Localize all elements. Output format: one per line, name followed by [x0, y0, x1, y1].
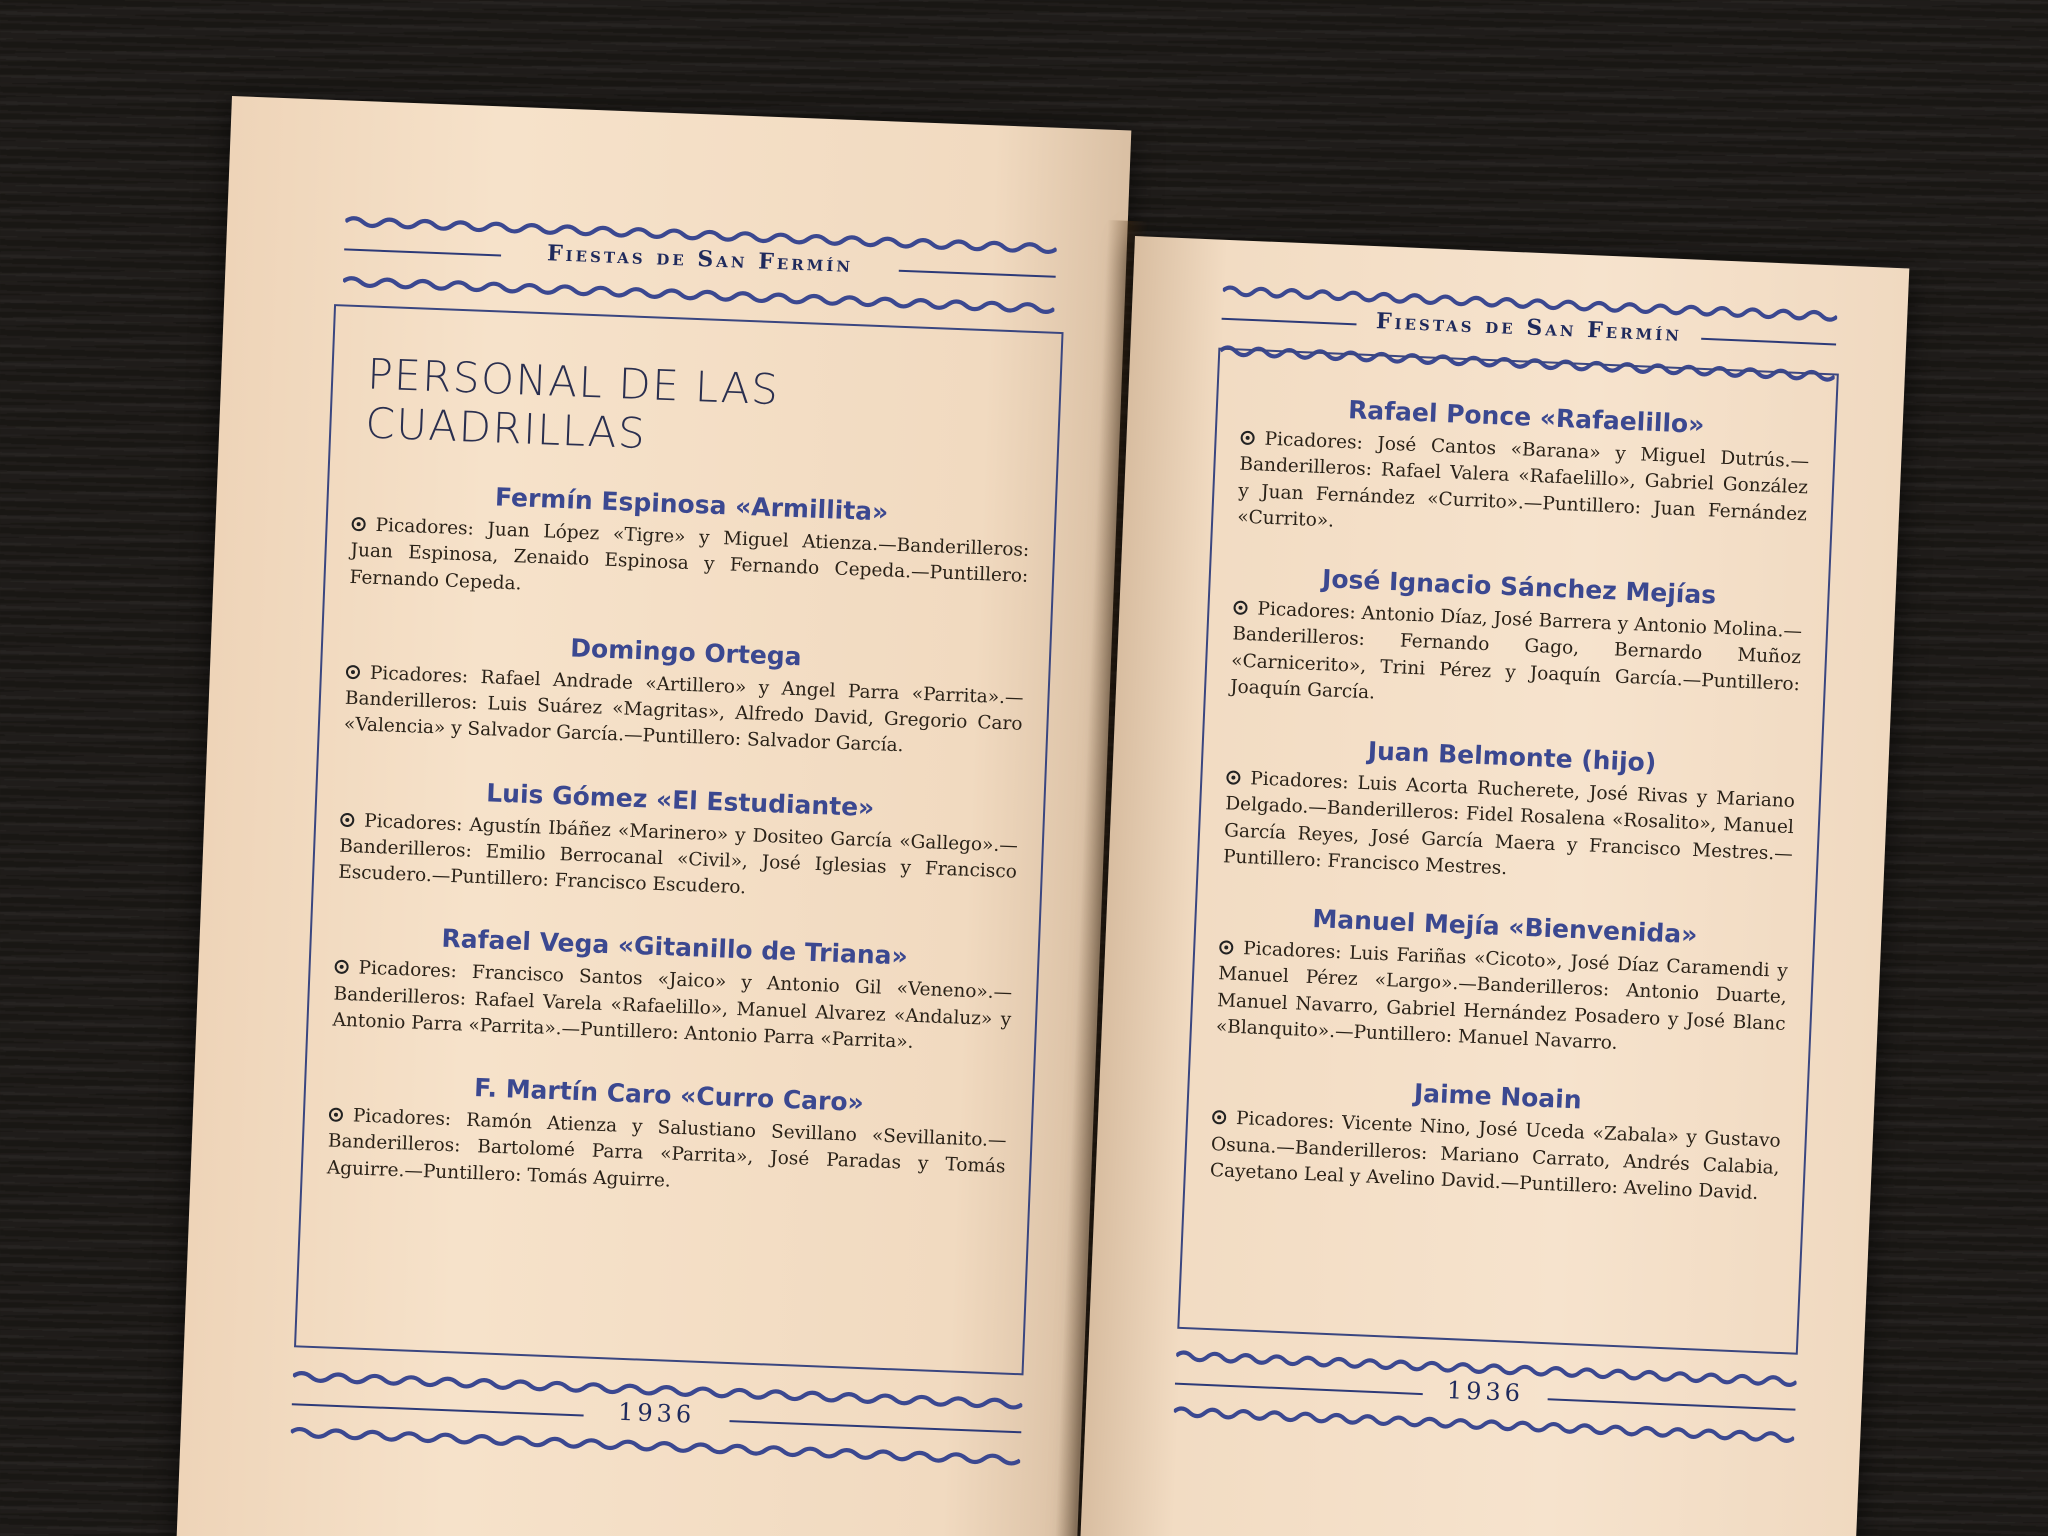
header-rule-right [1701, 338, 1836, 346]
header-rule-left [1222, 318, 1357, 326]
bullet-ornament-icon [1240, 431, 1255, 446]
cuadrilla-entry [1237, 391, 1811, 555]
cuadrilla-entry [343, 625, 1025, 765]
bullet-ornament-icon [1226, 770, 1241, 785]
entry-body: Picadores: Francisco Santos «Jaico» y Antonio Gil «Veneno».—Banderilleros: Rafael Varela «Rafaelillo», Manuel Alvarez «Andaluz» y Antonio Parra «Parrita».—Puntillero: Antonio Parra «Parrita». [332, 957, 1013, 1053]
bullet-ornament-icon [1233, 601, 1248, 616]
bullet-ornament-icon [346, 665, 361, 680]
entry-body: Picadores: Ramón Atienza y Salustiano Sevillano «Sevillanito.—Banderilleros: Bartolomé Parra «Parrita», José Paradas y Tomás Aguirre.—Puntillero: Tomás Aguirre. [326, 1105, 1007, 1192]
matador-name: Rafael Ponce «Rafaelillo» [1347, 395, 1705, 439]
entry-body: Picadores: Luis Acorta Rucherete, José Rivas y Mariano Delgado.—Banderilleros: Fidel Rosalena «Rosalito», Manuel García Reyes, José García Maera y Francisco Mestres.—Puntillero: Francisco Mestres. [1222, 768, 1796, 880]
entry-text [1209, 1105, 1781, 1208]
bullet-ornament-icon [1212, 1110, 1227, 1125]
matador-name: Juan Belmonte (hijo) [1367, 736, 1657, 778]
bullet-ornament-icon [340, 812, 355, 827]
matador-name: Luis Gómez «El Estudiante» [485, 777, 875, 822]
entry-body: Picadores: Antonio Díaz, José Barrera y Antonio Molina.—Banderilleros: Fernando Gago, Bernardo Muñoz «Carnicerito», Trini Pérez y Joaquín García.—Puntillero: Joaquín García. [1229, 598, 1803, 704]
entry-text [1237, 426, 1810, 555]
matador-name: Fermín Espinosa «Armillita» [494, 482, 889, 527]
bullet-ornament-icon [351, 517, 366, 532]
entry-body: Picadores: Juan López «Tigre» y Miguel Atienza.—Banderilleros: Juan Espinosa, Zenaido Espinosa y Fernando Cepeda.—Puntillero: Fernando Cepeda. [349, 514, 1030, 594]
matador-name: Manuel Mejía «Bienvenida» [1311, 904, 1698, 950]
footer-rule-left [1175, 1383, 1423, 1395]
bullet-ornament-icon [334, 960, 349, 975]
cuadrilla-entry [338, 772, 1020, 912]
entry-body: Picadores: Vicente Nino, José Uceda «Zabala» y Gustavo Osuna.—Banderilleros: Mariano Carrato, Andrés Calabia, Cayetano Leal y Avelino David.—Puntillero: Avelino David. [1209, 1108, 1782, 1204]
cuadrilla-entry [332, 920, 1014, 1060]
year-label: 1936 [617, 1397, 696, 1429]
left-header-title: Fiestas de San Fermín [546, 240, 854, 278]
entry-text [1223, 765, 1796, 894]
left-footer [290, 1369, 1023, 1477]
entry-body: Picadores: Agustín Ibáñez «Marinero» y Dositeo García «Gallego».—Banderilleros: Emilio Berrocanal «Civil», José Iglesias y Francisco Escudero.—Puntillero: Francisco Escudero. [337, 810, 1019, 899]
entry-body: Picadores: Rafael Andrade «Artillero» y Angel Parra «Parrita».—Banderilleros: Luis Suárez «Magritas», Alfredo David, Gregorio Caro «Valencia» y Salvador García.—Puntillero: Salvador García. [343, 662, 1024, 757]
entry-text [1230, 596, 1803, 725]
cuadrilla-entry [326, 1068, 1008, 1208]
left-page [176, 96, 1131, 1536]
header-rule-right [899, 270, 1056, 278]
right-page [1079, 236, 1909, 1536]
header-rule-left [344, 248, 501, 256]
left-content-frame [294, 304, 1064, 1375]
footer-wave-bottom [290, 1425, 1020, 1467]
entry-body: Picadores: José Cantos «Barana» y Miguel Dutrús.—Banderilleros: Rafael Valera «Rafaelillo», Gabriel González y Juan Fernández «Currito».—Puntillero: Juan Fernández «Currito». [1236, 428, 1810, 532]
matador-name: Domingo Ortega [569, 633, 803, 672]
matador-name: Rafael Vega «Gitanillo de Triana» [441, 924, 909, 971]
cuadrilla-entry [1209, 1070, 1782, 1208]
entry-text [1215, 935, 1788, 1064]
bullet-ornament-icon [1219, 940, 1234, 955]
year-label: 1936 [1446, 1376, 1525, 1408]
footer-rule-right [1547, 1398, 1795, 1410]
bullet-ornament-icon [329, 1108, 344, 1123]
right-content-frame [1177, 348, 1839, 1355]
matador-name: José Ignacio Sánchez Mejías [1321, 564, 1717, 610]
matador-name: F. Martín Caro «Curro Caro» [473, 1073, 865, 1118]
right-header-title: Fiestas de San Fermín [1375, 308, 1683, 347]
matador-name: Jaime Noain [1413, 1078, 1583, 1115]
cuadrilla-entry [1223, 730, 1797, 894]
entry-body: Picadores: Luis Fariñas «Cicoto», José Díaz Caramendi y Manuel Pérez «Largo».—Banderilleros: Antonio Duarte, Manuel Navarro, Gabriel Hernández Posadero y José Blanc «Blanquito».—Puntillero: Manuel Navarro. [1215, 938, 1789, 1054]
cuadrilla-entry [1215, 900, 1789, 1064]
page-title: PERSONAL DE LAS CUADRILLAS [364, 349, 781, 459]
footer-wave-bottom [1174, 1405, 1795, 1445]
footer-rule-left [292, 1403, 584, 1416]
footer-rule-right [729, 1420, 1021, 1433]
cuadrilla-entry [1230, 561, 1804, 725]
cuadrilla-entry [349, 477, 1031, 617]
right-footer [1173, 1349, 1797, 1455]
